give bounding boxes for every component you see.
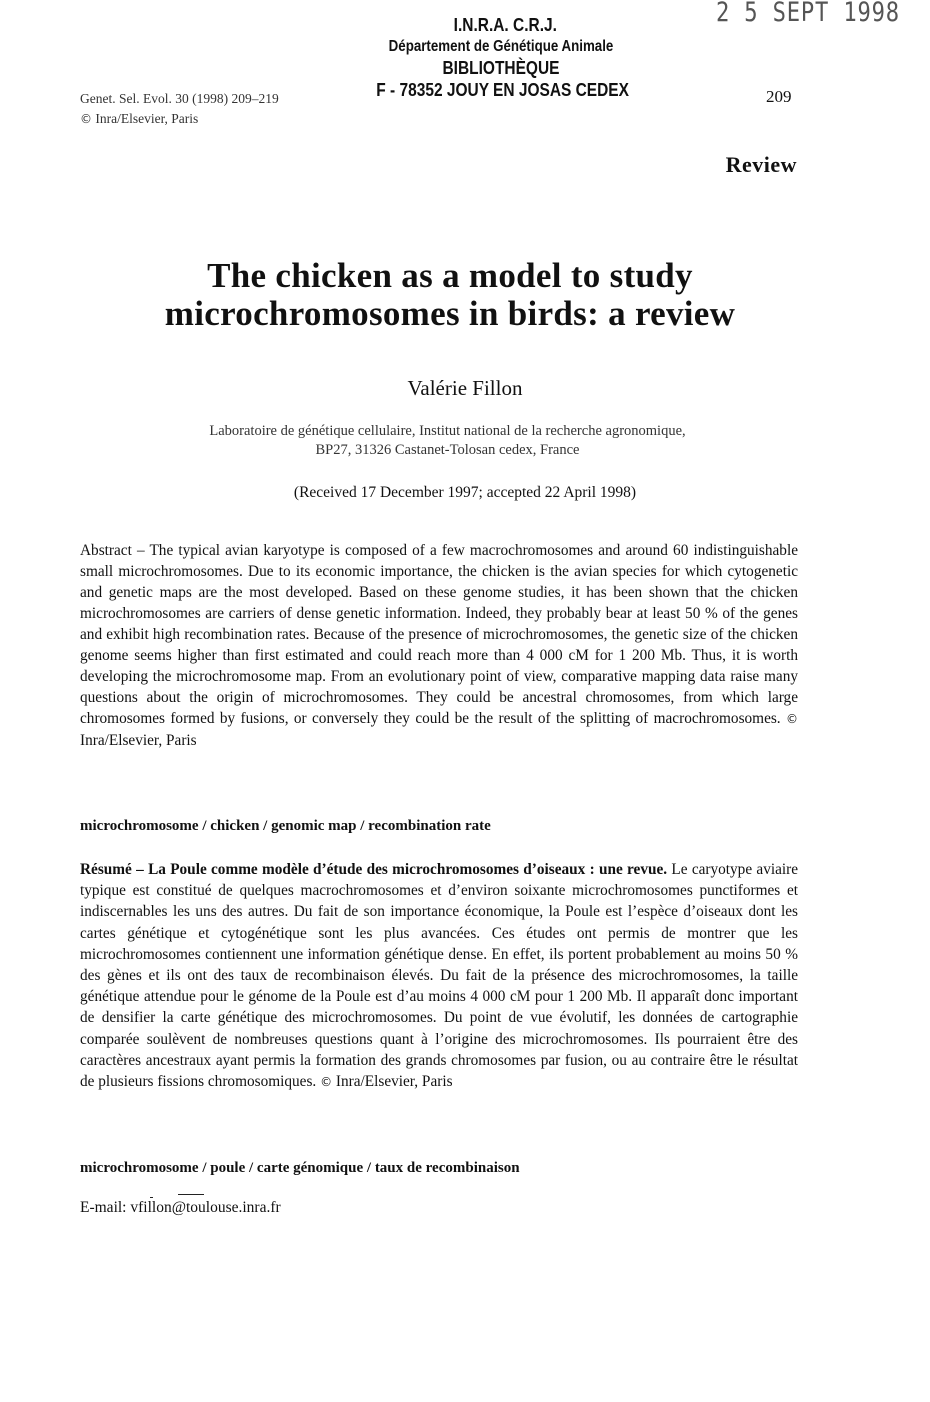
stamp-department: Département de Génétique Animale	[388, 38, 614, 55]
copyright-icon: ©	[80, 112, 92, 126]
author-name: Valérie Fillon	[407, 376, 523, 400]
resume-dash: –	[131, 861, 149, 878]
abstract	[80, 540, 798, 751]
resume-copyright: Inra/Elsevier, Paris	[335, 1073, 453, 1091]
resume	[80, 859, 798, 1093]
title-line-1: The chicken as a model to study	[207, 256, 693, 295]
title-line-2: microchromosomes in birds: a review	[164, 294, 736, 333]
affiliation-line-1: Laboratoire de génétique cellulaire, Institut national de la recherche agronomique,	[209, 423, 686, 439]
footnote-divider	[178, 1194, 204, 1195]
abstract-copyright: Inra/Elsevier, Paris	[80, 732, 197, 749]
copyright-icon: ©	[320, 1075, 333, 1090]
resume-text: Le caryotype aviaire typique est constitué de quelques macrochromosomes et d’environ soixante microchromosomes punctiformes et indiscernables les uns des autres. Du fait de son importance économique, la Poule est l’espèce d’oiseaux dont les cartes génétique et cytogénétique sont les plus avancées. Ces études ont permis de montrer que les microchromosomes contiennent une information génétique dense. En effet, ils portent probablement au moins 50 % des gènes et ils ont des taux de recombinaison élevés. Du fait de la présence des microchromosomes, la taille génétique attendue pour le génome de la Poule est d’au moins 4 000 cM pour 1 200 Mb. Il apparaît donc important de densifier la carte génétique des microchromosomes. Du point de vue évolutif, les données de cartographie comparée soulèvent de nombreuses questions quant à l’origine des microchromosomes. Ils pourraient être des caractères ancestraux ayant permis la formation des grands chromosomes par fusion, ou au contraire être le résultat de plusieurs fissions chromosomiques.	[80, 861, 799, 1091]
stamp-address: F - 78352 JOUY EN JOSAS CEDEX	[376, 80, 629, 100]
abstract-label: Abstract	[80, 542, 132, 559]
footnote-divider-dot	[150, 1197, 153, 1198]
stamp-library: BIBLIOTHÈQUE	[442, 58, 560, 78]
date-stamp: 2 5 SEPT 1998	[716, 0, 900, 28]
copyright-icon: ©	[786, 712, 799, 726]
keywords: microchromosome / chicken / genomic map / recombination rate	[80, 818, 491, 834]
affiliation-line-2: BP27, 31326 Castanet-Tolosan cedex, France	[315, 442, 580, 458]
author-affiliation	[80, 422, 815, 460]
journal-publisher-line	[80, 109, 279, 129]
resume-title: La Poule comme modèle d’étude des microchromosomes d’oiseaux : une revue.	[148, 861, 668, 878]
resume-label: Résumé	[80, 861, 132, 878]
received-dates: (Received 17 December 1997; accepted 22 April 1998)	[293, 484, 637, 501]
journal-publisher: Inra/Elsevier, Paris	[95, 111, 199, 126]
journal-header	[80, 89, 279, 129]
abstract-dash: –	[131, 542, 150, 559]
journal-citation: Genet. Sel. Evol. 30 (1998) 209–219	[80, 91, 279, 106]
abstract-text: The typical avian karyotype is composed of a few macrochromosomes and around 60 indistinguishable small microchromosomes. Due to its economic importance, the chicken is the avian species for which cytogenetic and genetic maps are the most developed. Based on these genome studies, it has been shown that the chicken microchromosomes are carriers of dense genetic information. Indeed, they probably bear at least 50 % of the genes and exhibit high recombination rates. Because of the presence of microchromosomes, the genetic size of the chicken genome seems higher than first estimated and could reach more than 4 000 cM for 1 200 Mb. Thus, it is worth developing the microchromosome map. From an evolutionary point of view, comparative mapping data raise many questions about the origin of microchromosomes. They could be ancestral chromosomes, from which large chromosomes formed by fusions, or conversely they could be the result of the splitting of macrochromosomes.	[80, 542, 798, 727]
page-number: 209	[766, 87, 792, 106]
article-title	[70, 257, 830, 333]
library-stamp	[376, 14, 629, 102]
section-label: Review	[725, 152, 797, 177]
mots-cles: microchromosome / poule / carte génomique / taux de recombinaison	[80, 1160, 520, 1176]
author-email[interactable]: E-mail: vfillon@toulouse.inra.fr	[80, 1199, 281, 1216]
stamp-institution: I.N.R.A. C.R.J.	[453, 15, 557, 35]
